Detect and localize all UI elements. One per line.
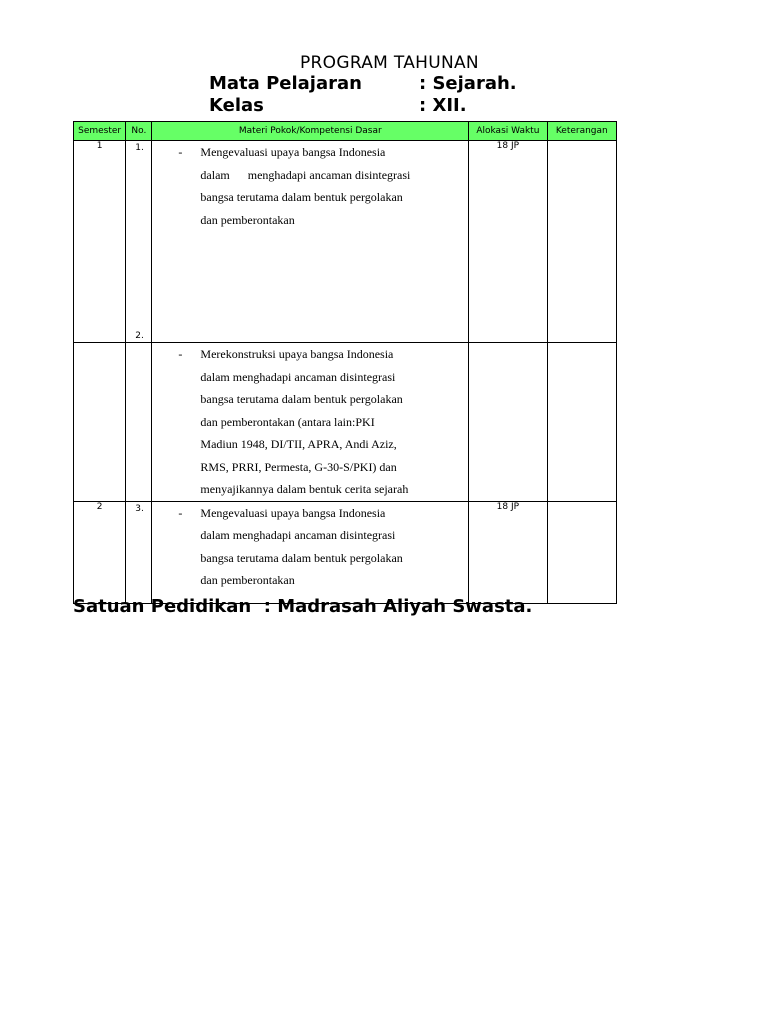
keterangan-cell	[547, 343, 616, 502]
list-dash: -	[178, 505, 183, 520]
semester-cell	[74, 343, 126, 502]
class-value: : XII.	[419, 95, 467, 116]
alokasi-cell	[469, 343, 547, 502]
materi-line: bangsa terutama dalam bentuk pergolakan	[200, 550, 403, 565]
program-table	[73, 121, 617, 604]
materi-cell	[152, 343, 469, 502]
materi-line: Madiun 1948, DI/TII, APRA, Andi Aziz,	[200, 437, 397, 451]
table-row	[74, 501, 617, 603]
subject-label: Mata Pelajaran	[209, 73, 362, 94]
materi-line: bangsa terutama dalam bentuk pergolakan	[200, 392, 403, 406]
document-title: PROGRAM TAHUNAN	[300, 53, 479, 73]
number-cell	[126, 343, 152, 502]
class-label: Kelas	[209, 95, 264, 116]
materi-line: Mengevaluasi upaya bangsa Indonesia	[200, 145, 386, 159]
row-number: 1.	[135, 143, 144, 153]
materi-line: dalam menghadapi ancaman disintegrasi	[200, 167, 411, 182]
materi-line: dan pemberontakan	[200, 212, 295, 227]
column-header-alokasi: Alokasi Waktu	[469, 122, 547, 141]
column-header-materi: Materi Pokok/Kompetensi Dasar	[152, 122, 469, 141]
number-cell	[126, 141, 152, 343]
semester-cell: 2	[74, 501, 126, 603]
materi-cell	[152, 501, 469, 603]
keterangan-cell	[547, 501, 616, 603]
column-header-semester: Semester	[74, 122, 126, 141]
materi-line: dan pemberontakan (antara lain:PKI	[200, 414, 375, 429]
semester-cell: 1	[74, 141, 126, 343]
number-cell	[126, 501, 152, 603]
materi-line: Merekonstruksi upaya bangsa Indonesia	[200, 347, 394, 361]
materi-text	[200, 141, 464, 231]
keterangan-cell	[547, 141, 616, 343]
row-number: 3.	[135, 503, 144, 514]
materi-text	[200, 502, 464, 592]
materi-line: dalam menghadapi ancaman disintegrasi	[200, 369, 396, 384]
list-dash: -	[178, 145, 183, 159]
school-footer: Satuan Pedidikan : Madrasah Aliyah Swasta.	[73, 596, 533, 617]
list-dash: -	[178, 347, 183, 361]
materi-line: menyajikannya dalam bentuk cerita sejarah	[200, 482, 409, 496]
alokasi-cell: 18 JP	[469, 501, 547, 603]
table-header-row	[74, 122, 617, 141]
materi-line: dan pemberontakan	[200, 573, 295, 587]
materi-line: dalam menghadapi ancaman disintegrasi	[200, 528, 396, 542]
row-number: 2.	[135, 331, 144, 341]
alokasi-cell: 18 JP	[469, 141, 547, 343]
materi-cell	[152, 141, 469, 343]
column-header-no: No.	[126, 122, 152, 141]
column-header-keterangan: Keterangan	[547, 122, 616, 141]
subject-value: : Sejarah.	[419, 73, 517, 94]
table-row	[74, 141, 617, 343]
table-row	[74, 343, 617, 502]
materi-line: Mengevaluasi upaya bangsa Indonesia	[200, 505, 386, 520]
materi-line: bangsa terutama dalam bentuk pergolakan	[200, 190, 403, 204]
materi-text	[200, 343, 464, 501]
materi-line: RMS, PRRI, Permesta, G-30-S/PKI) dan	[200, 459, 397, 474]
